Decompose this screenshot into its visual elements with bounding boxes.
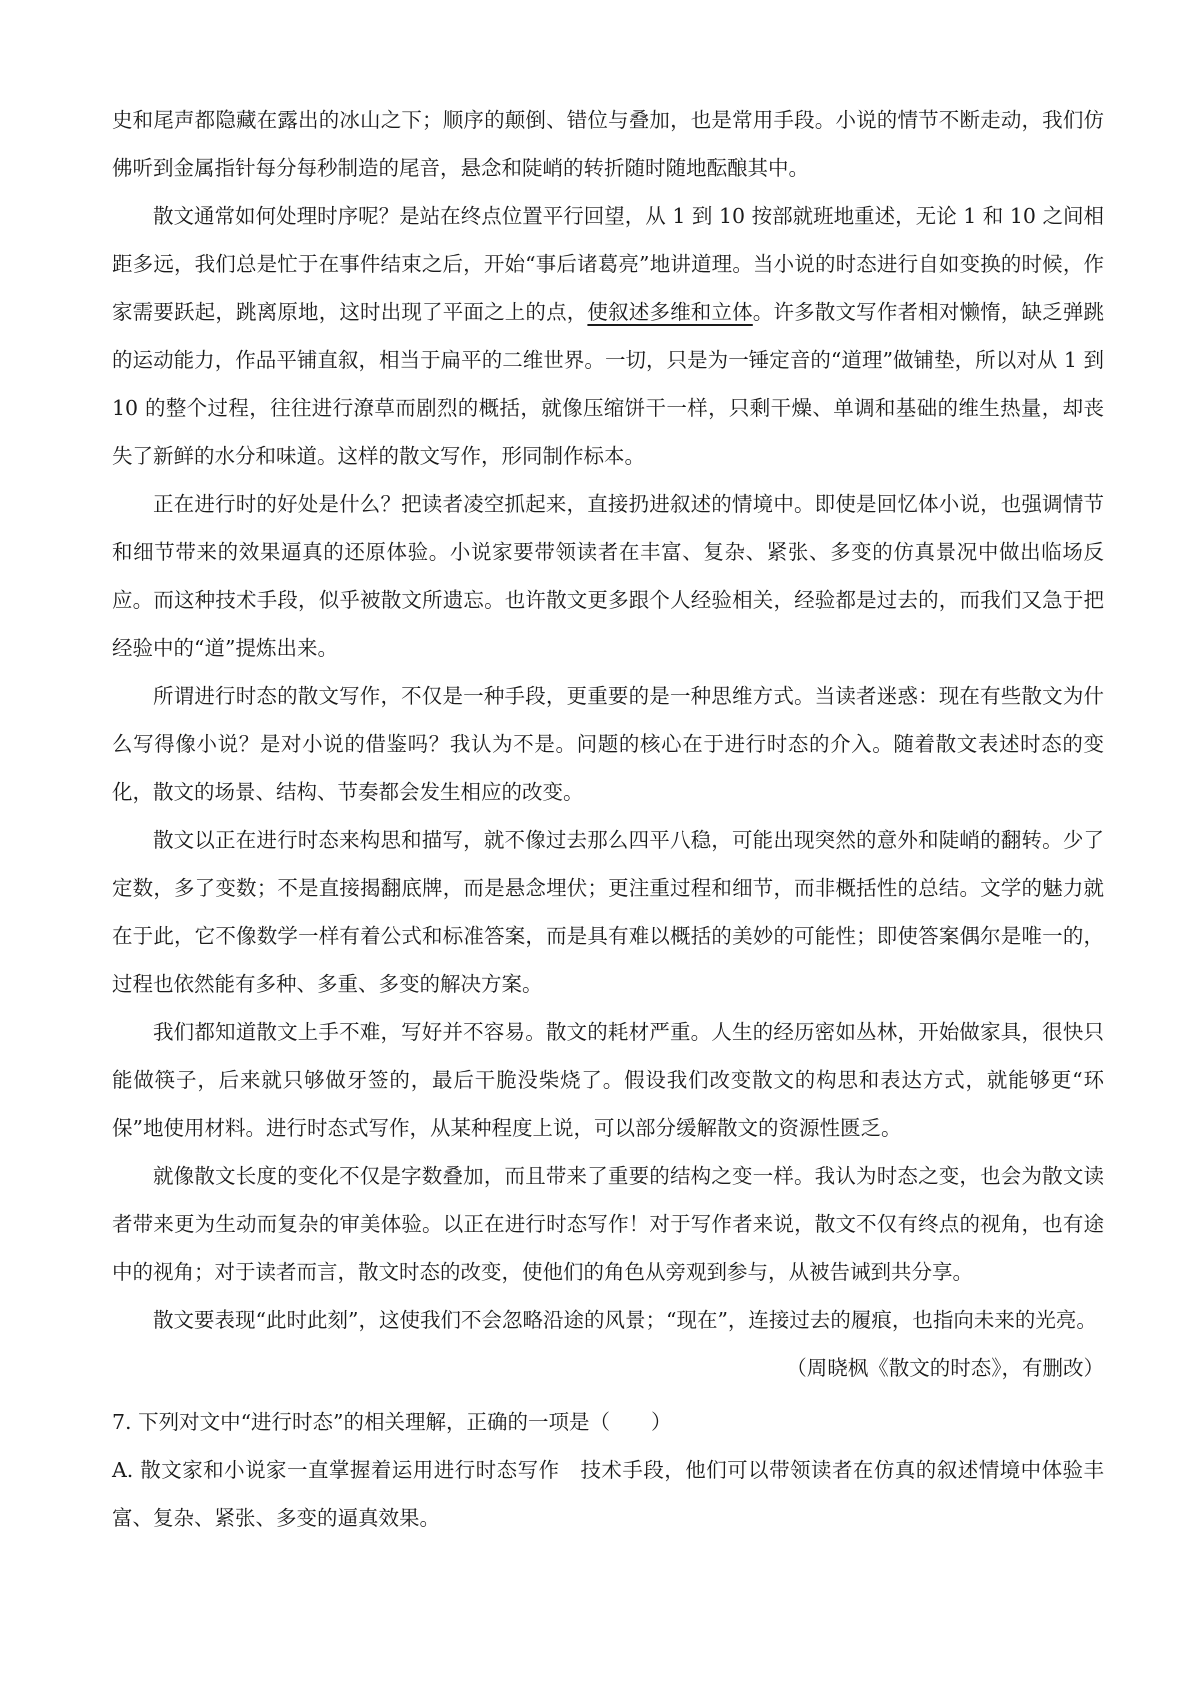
question-stem: 7. 下列对文中“进行时态”的相关理解，正确的一项是（ ）	[112, 1410, 672, 1434]
paragraph-1-text-after: 。许多散文写作者相对懒惰，缺乏弹跳的运动能力，作品平铺直叙，相当于扁平的二维世界。一切，只是为一锤定音的“道理”做铺垫，所以对从 1 到 10 的整个过程，往往进行潦草而剧烈的概括，就像压缩饼干一样，只剩干燥、单调和基础的维生热量，却丧失了新鲜的水分和味道。这样的散文写作，形同制作标本。	[112, 300, 1105, 468]
document-page	[112, 96, 1104, 1542]
paragraph-7: 散文要表现“此时此刻”，这使我们不会忽略沿途的风景；“现在”，连接过去的履痕，也指向未来的光亮。	[153, 1308, 1097, 1332]
paragraph-2: 正在进行时的好处是什么？把读者凌空抓起来，直接扔进叙述的情境中。即使是回忆体小说，也强调情节和细节带来的效果逼真的还原体验。小说家要带领读者在丰富、复杂、紧张、多变的仿真景况中做出临场反应。而这种技术手段，似乎被散文所遗忘。也许散文更多跟个人经验相关，经验都是过去的，而我们又急于把经验中的“道”提炼出来。	[112, 492, 1104, 660]
source-citation: （周晓枫《散文的时态》，有删改）	[786, 1356, 1104, 1380]
paragraph-5: 我们都知道散文上手不难，写好并不容易。散文的耗材严重。人生的经历密如丛林，开始做家具，很快只能做筷子，后来就只够做牙签的，最后干脆没柴烧了。假设我们改变散文的构思和表达方式，就能够更“环保”地使用材料。进行时态式写作，从某种程度上说，可以部分缓解散文的资源性匮乏。	[112, 1020, 1104, 1140]
option-a: A. 散文家和小说家一直掌握着运用进行时态写作 技术手段，他们可以带领读者在仿真的叙述情境中体验丰富、复杂、紧张、多变的逼真效果。	[112, 1458, 1104, 1530]
paragraph-4: 散文以正在进行时态来构思和描写，就不像过去那么四平八稳，可能出现突然的意外和陡峭的翻转。少了定数，多了变数；不是直接揭翻底牌，而是悬念埋伏；更注重过程和细节，而非概括性的总结。文学的魅力就在于此，它不像数学一样有着公式和标准答案，而是具有难以概括的美妙的可能性；即使答案偶尔是唯一的，过程也依然能有多种、多重、多变的解决方案。	[112, 828, 1104, 996]
paragraph-1	[112, 192, 1104, 480]
paragraph-6: 就像散文长度的变化不仅是字数叠加，而且带来了重要的结构之变一样。我认为时态之变，也会为散文读者带来更为生动而复杂的审美体验。以正在进行时态写作！对于写作者来说，散文不仅有终点的视角，也有途中的视角；对于读者而言，散文时态的改变，使他们的角色从旁观到参与，从被告诫到共分享。	[112, 1164, 1104, 1284]
paragraph-0: 史和尾声都隐藏在露出的冰山之下；顺序的颠倒、错位与叠加，也是常用手段。小说的情节不断走动，我们仿佛听到金属指针每分每秒制造的尾音，悬念和陡峭的转折随时随地酝酿其中。	[112, 108, 1104, 180]
underlined-phrase: 使叙述多维和立体	[587, 300, 753, 324]
paragraph-3: 所谓进行时态的散文写作，不仅是一种手段，更重要的是一种思维方式。当读者迷惑：现在有些散文为什么写得像小说？是对小说的借鉴吗？我认为不是。问题的核心在于进行时态的介入。随着散文表述时态的变化，散文的场景、结构、节奏都会发生相应的改变。	[112, 684, 1104, 804]
paragraph-1-text-before: 散文通常如何处理时序呢？是站在终点位置平行回望，从 1 到 10 按部就班地重述，无论 1 和 10 之间相距多远，我们总是忙于在事件结束之后，开始“事后诸葛亮”地讲道理。当小说的时态进行自如变换的时候，作家需要跃起，跳离原地，这时出现了平面之上的点，	[112, 204, 1104, 324]
